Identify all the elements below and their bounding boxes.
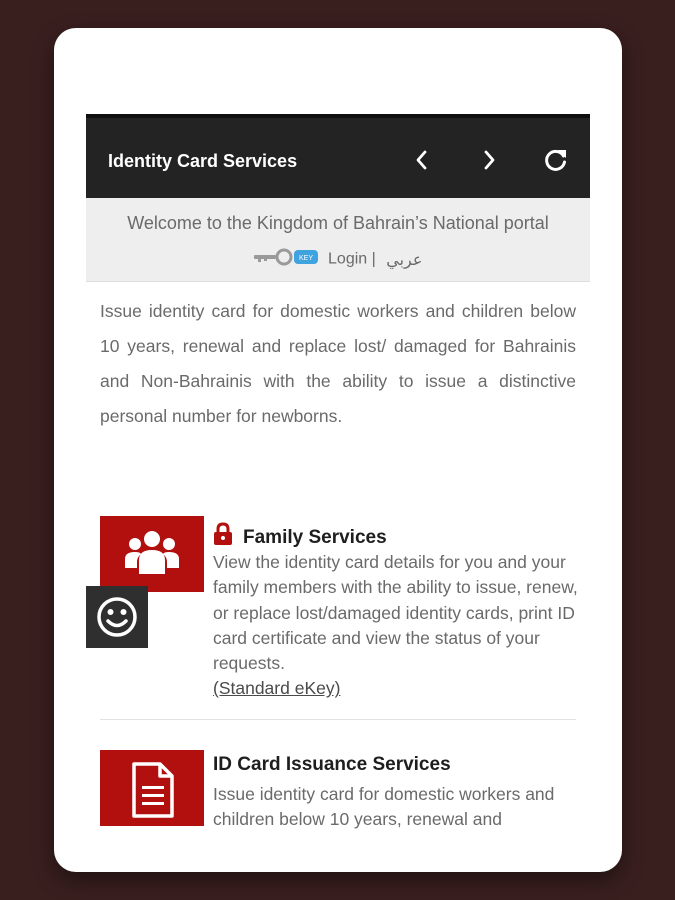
document-icon xyxy=(122,760,182,816)
family-services-desc-text: View the identity card details for you and your family members with the ability to issue, renew, or replace lost/damaged identity cards, print ID card certificate and view the status of your requests. xyxy=(213,552,578,674)
feedback-button[interactable] xyxy=(86,586,148,648)
divider xyxy=(100,719,576,720)
family-icon xyxy=(122,526,182,582)
chevron-left-icon xyxy=(408,146,436,174)
smiley-icon xyxy=(95,595,139,639)
lock-icon xyxy=(213,522,233,552)
page-title: Identity Card Services xyxy=(108,151,298,171)
refresh-button[interactable] xyxy=(542,146,570,174)
welcome-banner xyxy=(86,198,590,282)
login-link[interactable]: Login xyxy=(328,250,368,268)
refresh-icon xyxy=(542,146,570,174)
family-services-tile[interactable] xyxy=(100,516,204,592)
ekey-icon xyxy=(254,247,320,272)
app-screen xyxy=(86,114,590,830)
chevron-right-icon xyxy=(475,146,503,174)
family-services-title[interactable] xyxy=(213,522,387,552)
intro-text: Issue identity card for domestic workers and children below 10 years, renewal and replace lost/ damaged for Bahrainis and Non-Bahrainis with the ability to issue a distinctive personal number for newborns. xyxy=(100,301,576,426)
family-services-description xyxy=(213,550,581,702)
separator: | xyxy=(371,250,376,268)
device-frame xyxy=(54,28,622,872)
id-issuance-title[interactable]: ID Card Issuance Services xyxy=(213,754,451,775)
forward-button[interactable] xyxy=(475,146,503,174)
standard-ekey-link[interactable]: (Standard eKey) xyxy=(213,678,341,699)
language-toggle-link[interactable]: عربي xyxy=(386,251,423,269)
app-bar xyxy=(86,114,590,198)
welcome-text: Welcome to the Kingdom of Bahrain’s National portal xyxy=(127,213,549,233)
id-issuance-description: Issue identity card for domestic workers and children below 10 years, renewal and xyxy=(213,784,555,830)
login-row xyxy=(86,247,590,272)
id-issuance-tile[interactable] xyxy=(100,750,204,826)
family-services-label: Family Services xyxy=(243,527,387,548)
svg-text:KEY: KEY xyxy=(298,255,313,262)
back-button[interactable] xyxy=(408,146,436,174)
